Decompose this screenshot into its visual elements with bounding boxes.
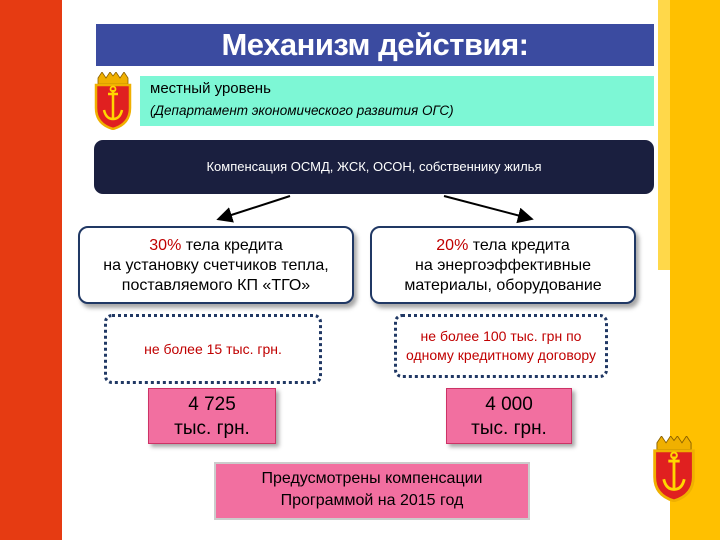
level-subtitle: (Департамент экономического развития ОГС) — [150, 103, 454, 118]
right-card-line1: тела кредита — [468, 237, 570, 254]
left-amount-value: 4 725 — [188, 394, 236, 415]
left-credit-card — [78, 226, 354, 304]
right-limit-box — [394, 314, 608, 378]
right-arrow — [444, 196, 528, 218]
left-amount-box — [148, 388, 276, 444]
right-amount-unit: тыс. грн. — [471, 418, 547, 439]
right-card-line2: на энергоэффективные — [415, 257, 591, 274]
right-amount-box — [446, 388, 572, 444]
left-card-line1: тела кредита — [181, 237, 283, 254]
footer-line2: Программой на 2015 год — [280, 492, 464, 509]
level-title: местный уровень — [150, 80, 271, 97]
left-arrow — [222, 196, 290, 218]
left-amount-unit: тыс. грн. — [174, 418, 250, 439]
footer-line1: Предусмотрены компенсации — [261, 470, 483, 487]
left-card-line2: на установку счетчиков тепла, — [103, 257, 329, 274]
left-card-line3: поставляемого КП «ТГО» — [121, 277, 311, 294]
right-amount-value: 4 000 — [485, 394, 533, 415]
right-card-line3: материалы, оборудование — [404, 277, 602, 294]
right-limit-text: не более 100 тыс. грн по одному кредитному договору — [405, 328, 597, 363]
left-card-pct: 30% — [149, 237, 182, 254]
page-title: Механизм действия: — [96, 24, 654, 66]
odesa-coat-of-arms-icon — [650, 436, 698, 502]
footer-box — [214, 462, 530, 520]
right-credit-card — [370, 226, 636, 304]
left-limit-text: не более 15 тыс. грн. — [144, 341, 282, 357]
right-card-pct: 20% — [436, 237, 469, 254]
compensation-bar: Компенсация ОСМД, ЖСК, ОСОН, собственнику жилья — [94, 140, 654, 194]
left-limit-box — [104, 314, 322, 384]
